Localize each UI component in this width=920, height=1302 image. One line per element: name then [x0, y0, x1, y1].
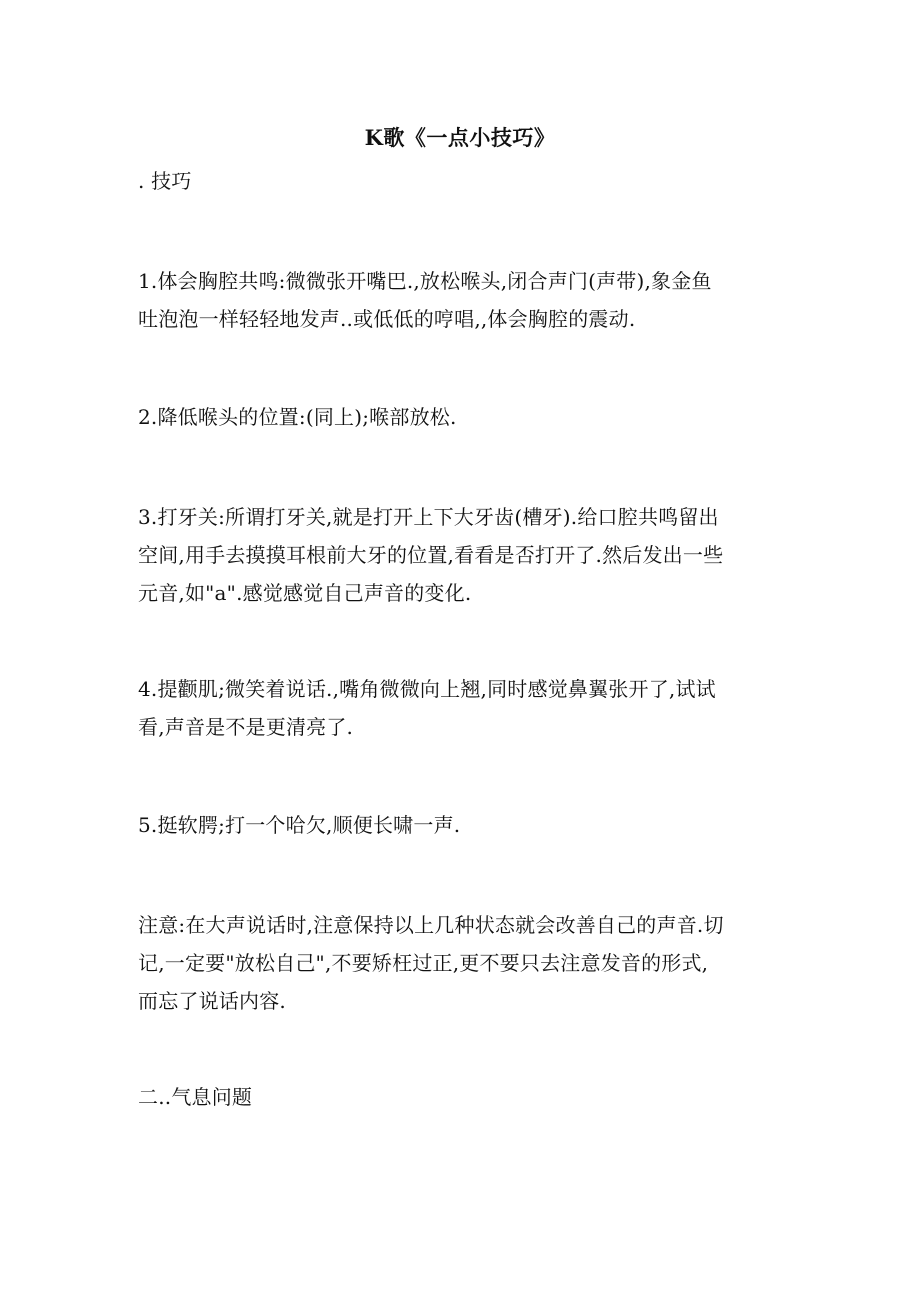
section-heading-text: . 技巧	[138, 169, 192, 193]
paragraph-line: 元音,如"a".感觉感觉自己声音的变化.	[138, 581, 472, 605]
document-title: K歌《一点小技巧》	[364, 125, 556, 150]
paragraph-line: 记,一定要"放松自己",不要矫枉过正,更不要只去注意发音的形式,	[138, 951, 709, 975]
paragraph-note	[138, 906, 788, 1020]
section-heading-text: 二..气息问题	[138, 1085, 253, 1109]
paragraph-line: 吐泡泡一样轻轻地发声..或低低的哼唱,,体会胸腔的震动.	[138, 307, 636, 331]
paragraph-line: 3.打牙关:所谓打牙关,就是打开上下大牙齿(槽牙).给口腔共鸣留出	[138, 505, 719, 529]
paragraph-line: 2.降低喉头的位置:(同上);喉部放松.	[138, 405, 457, 429]
section-heading-breath	[138, 1078, 788, 1116]
paragraph-line: 5.挺软腭;打一个哈欠,顺便长啸一声.	[138, 813, 461, 837]
paragraph-line: 看,声音是不是更清亮了.	[138, 715, 354, 739]
paragraph-line: 注意:在大声说话时,注意保持以上几种状态就会改善自己的声音.切	[138, 913, 724, 937]
paragraph-item-1	[138, 262, 788, 338]
paragraph-line: 1.体会胸腔共鸣:微微张开嘴巴.,放松喉头,闭合声门(声带),象金鱼	[138, 269, 712, 293]
paragraph-line: 而忘了说话内容.	[138, 989, 286, 1013]
section-heading-techniques	[138, 162, 788, 200]
paragraph-item-2	[138, 398, 788, 436]
paragraph-line: 4.提颧肌;微笑着说话.,嘴角微微向上翘,同时感觉鼻翼张开了,试试	[138, 677, 716, 701]
paragraph-item-4	[138, 670, 788, 746]
paragraph-line: 空间,用手去摸摸耳根前大牙的位置,看看是否打开了.然后发出一些	[138, 543, 724, 567]
paragraph-item-5	[138, 806, 788, 844]
paragraph-item-3	[138, 498, 788, 612]
